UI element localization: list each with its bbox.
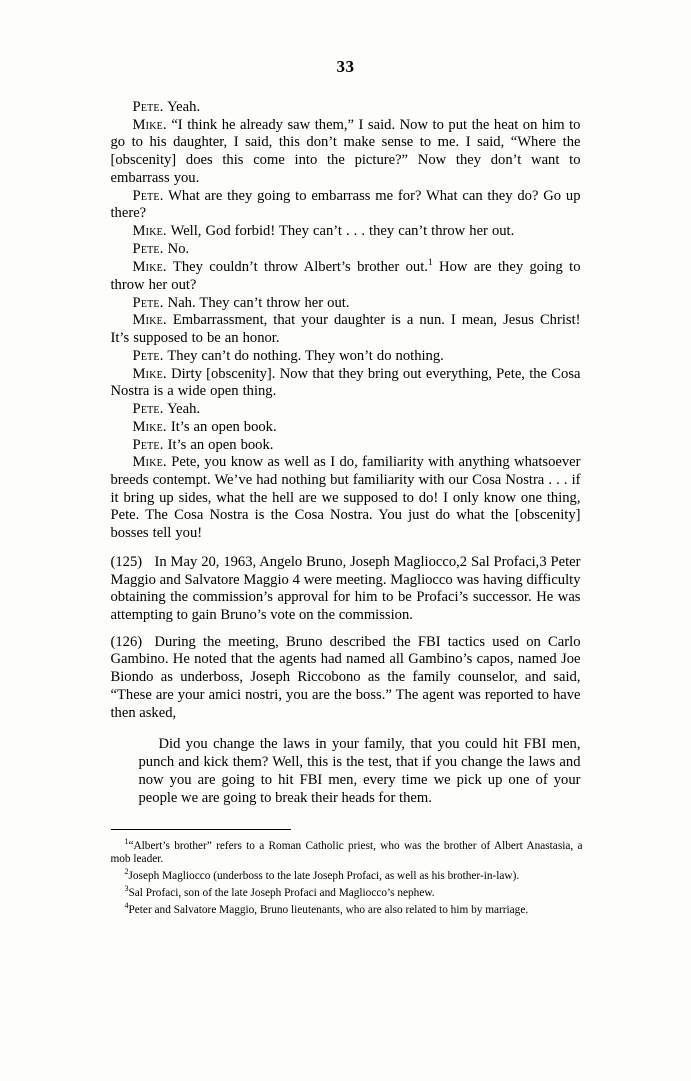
transcript-text: Yeah. bbox=[167, 401, 201, 418]
footnote-item bbox=[111, 837, 583, 866]
footnote-divider bbox=[111, 829, 291, 830]
transcript-text: Well, God forbid! They can’t . . . they can’t throw her out. bbox=[170, 223, 515, 240]
transcript-block bbox=[111, 99, 581, 543]
transcript-line bbox=[111, 188, 581, 223]
page-number: 33 bbox=[336, 57, 355, 76]
footnote-item bbox=[111, 884, 583, 900]
transcript-line bbox=[111, 348, 581, 366]
speaker-label: Pete. bbox=[132, 240, 164, 257]
paragraph-number: (126) bbox=[110, 633, 143, 650]
transcript-text: They can’t do nothing. They won’t do nothing. bbox=[167, 347, 444, 364]
transcript-text: It’s an open book. bbox=[167, 436, 274, 453]
transcript-line bbox=[111, 117, 581, 188]
speaker-label: Mike. bbox=[132, 312, 167, 329]
transcript-text-cont: How are they going to throw her out? bbox=[110, 259, 581, 294]
footnote-marker: 4 bbox=[124, 901, 129, 911]
speaker-label: Pete. bbox=[132, 401, 164, 418]
paragraph-number: (125) bbox=[110, 553, 143, 570]
speaker-label: Mike. bbox=[132, 116, 167, 133]
paragraph-text: In May 20, 1963, Angelo Bruno, Joseph Magliocco,2 Sal Profaci,3 Peter Maggio and Salvatore Maggio 4 were meeting. Magliocco was having difficulty obtaining the commission’s approval for him to be Profaci’s successor. He was attempting to gain Bruno’s vote on the commission. bbox=[110, 553, 581, 623]
speaker-label: Mike. bbox=[132, 365, 167, 382]
footnote-item bbox=[111, 867, 583, 883]
speaker-label: Mike. bbox=[132, 454, 167, 471]
transcript-line bbox=[111, 223, 581, 241]
speaker-label: Pete. bbox=[132, 436, 164, 453]
quotation-text: Did you change the laws in your family, that you could hit FBI men, punch and kick them? Well, this is the test, that if you change the laws and now you are going to hit FBI men, every time we pick up one of your people we are going to break their heads for them. bbox=[138, 736, 581, 807]
footnote-ref-1: 1 bbox=[427, 258, 433, 269]
transcript-line bbox=[111, 366, 581, 401]
footnote-text: Peter and Salvatore Maggio, Bruno lieutenants, who are also related to him by marriage. bbox=[128, 903, 529, 916]
transcript-text: Dirty [obscenity]. Now that they bring out everything, Pete, the Cosa Nostra is a wide open thing. bbox=[110, 365, 581, 400]
numbered-paragraph-125 bbox=[111, 554, 581, 625]
transcript-text: “I think he already saw them,” I said. Now to put the heat on him to go to his daughter, I said, this don’t make sense to me. I said, “Where the [obscenity] does this come into the picture?” Now they don’t want to embarrass you. bbox=[110, 116, 581, 186]
footnote-marker: 1 bbox=[124, 837, 129, 847]
speaker-label: Pete. bbox=[132, 294, 164, 311]
speaker-label: Pete. bbox=[132, 187, 164, 204]
speaker-label: Mike. bbox=[132, 223, 167, 240]
transcript-line bbox=[111, 295, 581, 313]
transcript-text: It’s an open book. bbox=[170, 418, 277, 435]
transcript-text: Embarrassment, that your daughter is a nun. I mean, Jesus Christ! It’s supposed to be an honor. bbox=[110, 312, 581, 347]
transcript-text: What are they going to embarrass me for? What can they do? Go up there? bbox=[110, 187, 581, 222]
transcript-line bbox=[111, 419, 581, 437]
footnote-marker: 2 bbox=[124, 867, 129, 877]
page-body bbox=[111, 77, 581, 917]
transcript-line bbox=[111, 454, 581, 543]
transcript-line bbox=[111, 312, 581, 347]
footnote-marker: 3 bbox=[124, 884, 129, 894]
footnote-text: “Albert’s brother” refers to a Roman Catholic priest, who was the brother of Albert Anastasia, a mob leader. bbox=[110, 840, 583, 866]
transcript-line bbox=[111, 258, 581, 294]
transcript-text: No. bbox=[167, 240, 190, 257]
transcript-line bbox=[111, 99, 581, 117]
transcript-text: Pete, you know as well as I do, familiarity with anything whatsoever breeds contempt. We’ve had nothing but familiarity with our Cosa Nostra . . . if it bring up sides, what the hell are we supposed to do! I only know one thing, Pete. The Cosa Nostra is the Cosa Nostra. You just do what the [obscenity] bosses tell you! bbox=[110, 454, 581, 542]
speaker-label: Mike. bbox=[132, 259, 167, 276]
speaker-label: Pete. bbox=[132, 347, 164, 364]
speaker-label: Pete. bbox=[132, 99, 164, 115]
footnote-item bbox=[111, 901, 583, 917]
numbered-paragraph-126 bbox=[111, 634, 581, 723]
transcript-text: Yeah. bbox=[167, 99, 201, 115]
transcript-text: They couldn’t throw Albert’s brother out. bbox=[172, 259, 428, 276]
footnote-text: Joseph Magliocco (underboss to the late Joseph Profaci, as well as his brother-in-law). bbox=[128, 870, 520, 883]
block-quotation bbox=[111, 735, 581, 807]
transcript-line bbox=[111, 241, 581, 259]
speaker-label: Mike. bbox=[132, 418, 167, 435]
transcript-line bbox=[111, 401, 581, 419]
paragraph-text: During the meeting, Bruno described the FBI tactics used on Carlo Gambino. He noted that the agents had named all Gambino’s capos, named Joe Biondo as underboss, Joseph Riccobono as the family counselor, and said, “These are your amici nostri, you are the boss.” The agent was reported to have then asked, bbox=[110, 633, 581, 721]
transcript-text: Nah. They can’t throw her out. bbox=[167, 294, 350, 311]
footnote-text: Sal Profaci, son of the late Joseph Profaci and Magliocco’s nephew. bbox=[128, 886, 435, 899]
footnotes-block bbox=[111, 837, 583, 917]
transcript-line bbox=[111, 437, 581, 455]
